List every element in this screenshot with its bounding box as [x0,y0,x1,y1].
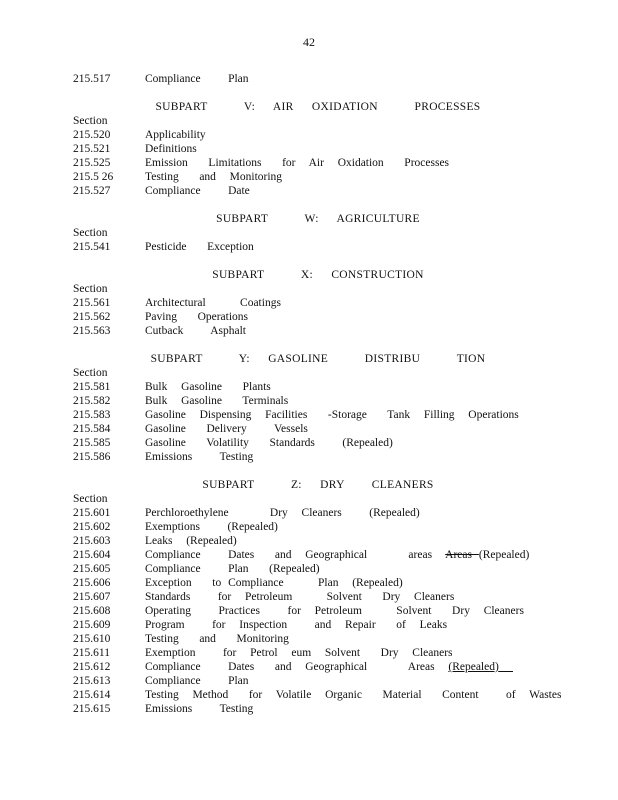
toc-entry [73,422,553,436]
toc-entry [73,324,553,338]
toc-entry [73,142,553,156]
section-number: 215.527 [73,185,111,197]
section-title: Testing and Monitoring [145,171,283,183]
toc-entry [73,156,553,170]
toc-entry [73,562,553,576]
section-number: 215.612 [73,661,111,673]
section-title: Gasoline Delivery Vessels [145,423,308,435]
section-number: 215.611 [73,647,110,659]
toc-entry [73,450,553,464]
section-title: Applicability [145,129,206,141]
section-number: 215.605 [73,563,111,575]
section-number: 215.614 [73,689,111,701]
toc-entry [73,618,553,632]
section-title: Architectural Coatings [145,297,281,309]
section-number: 215.610 [73,633,111,645]
section-number: 215.609 [73,619,111,631]
section-number: 215.5 26 [73,171,114,183]
toc-entry [73,632,553,646]
section-number: 215.582 [73,395,111,407]
section-title: Operating Practices for Petroleum Solvent Dry Cleaners [145,605,524,617]
toc-entry [73,590,553,604]
section-column-label: Section [73,493,108,505]
section-number: 215.603 [73,535,111,547]
section-number: 215.521 [73,143,111,155]
section-number: 215.613 [73,675,111,687]
subpart-heading: SUBPART V: AIR OXIDATION PROCESSES [155,101,481,113]
toc-entry [73,310,553,324]
page-number: 42 [303,35,315,49]
section-title: Gasoline Dispensing Facilities -Storage Tank Filling Operations [145,409,519,421]
subpart-heading: SUBPART W: AGRICULTURE [216,213,420,225]
toc-entry [73,702,553,716]
section-number: 215.585 [73,437,111,449]
section-title: Exception to Compliance Plan (Repealed) [145,577,403,589]
subpart-heading: SUBPART Y: GASOLINE DISTRIBU TION [150,353,486,365]
subpart-heading: SUBPART X: CONSTRUCTION [212,269,424,281]
toc-entry [73,548,553,562]
section-title: Testing and Monitoring [145,633,289,645]
section-number: 215.606 [73,577,111,589]
toc-entry [73,296,553,310]
section-number: 215.608 [73,605,111,617]
section-title: Compliance Date [145,185,250,197]
section-title: Pesticide Exception [145,241,254,253]
toc-entry [73,646,553,660]
section-title: Exemption for Petrol eum Solvent Dry Cleaners [145,647,453,659]
toc-entry [73,436,553,450]
toc-entry [73,688,562,702]
toc-entry [73,660,553,674]
section-title: Compliance Dates and Geographical areas Areas (Repealed) [145,549,530,561]
section-column-label: Section [73,227,108,239]
toc-entry [73,534,553,548]
section-title: Cutback Asphalt [145,325,246,337]
section-column-label: Section [73,283,108,295]
section-number: 215.602 [73,521,111,533]
section-title: Emission Limitations for Air Oxidation Processes [145,157,450,169]
toc-entry [73,576,553,590]
section-title: Emissions Testing [145,451,254,463]
section-number: 215.541 [73,241,111,253]
section-number: 215.584 [73,423,111,435]
section-title: Gasoline Volatility Standards (Repealed) [145,437,393,449]
underlined-text: (Repealed) [448,661,499,673]
document-body [73,72,562,716]
section-number: 215.525 [73,157,111,169]
section-title: Leaks (Repealed) [145,535,237,547]
subparts-container [73,100,562,716]
section-column-label: Section [73,367,108,379]
struck-text: Areas [445,549,479,561]
section-column-label: Section [73,115,108,127]
section-title: Compliance Plan [145,675,249,687]
section-number: 215.520 [73,129,111,141]
section-number: 215.562 [73,311,111,323]
section-title: Definitions [145,143,197,155]
toc-entry [73,240,553,254]
section-title: Program for Inspection and Repair of Leaks [145,619,448,631]
section-title: Bulk Gasoline Plants [145,381,271,393]
toc-entry [73,72,553,86]
toc-entry [73,184,553,198]
toc-entry [73,170,553,184]
section-number: 215.601 [73,507,111,519]
subpart-heading: SUBPART Z: DRY CLEANERS [202,479,434,491]
toc-entry [73,128,553,142]
toc-entry [73,506,553,520]
section-number: 215.517 [73,73,111,85]
section-title: Emissions Testing [145,703,254,715]
section-number: 215.583 [73,409,111,421]
section-number: 215.586 [73,451,111,463]
toc-entry [73,394,553,408]
section-title: Compliance Plan [145,73,249,85]
section-title: Compliance Dates and Geographical Areas (Repealed) [145,660,553,674]
section-title: Testing Method for Volatile Organic Material Content of Wastes [145,689,562,701]
section-title: Bulk Gasoline Terminals [145,395,289,407]
toc-entry [73,380,553,394]
section-title: Exemptions (Repealed) [145,521,278,533]
section-title: Compliance Plan (Repealed) [145,563,320,575]
section-number: 215.615 [73,703,111,715]
section-title: Standards for Petroleum Solvent Dry Cleaners [145,591,455,603]
section-number: 215.561 [73,297,111,309]
toc-entry [73,604,553,618]
section-title: Paving Operations [145,311,249,323]
underline-extension [499,660,513,672]
toc-entry [73,674,553,688]
toc-entry [73,408,553,422]
toc-entry [73,520,553,534]
section-number: 215.604 [73,549,111,561]
section-title: Perchloroethylene Dry Cleaners (Repealed) [145,507,420,519]
section-number: 215.563 [73,325,111,337]
section-number: 215.581 [73,381,111,393]
section-number: 215.607 [73,591,111,603]
